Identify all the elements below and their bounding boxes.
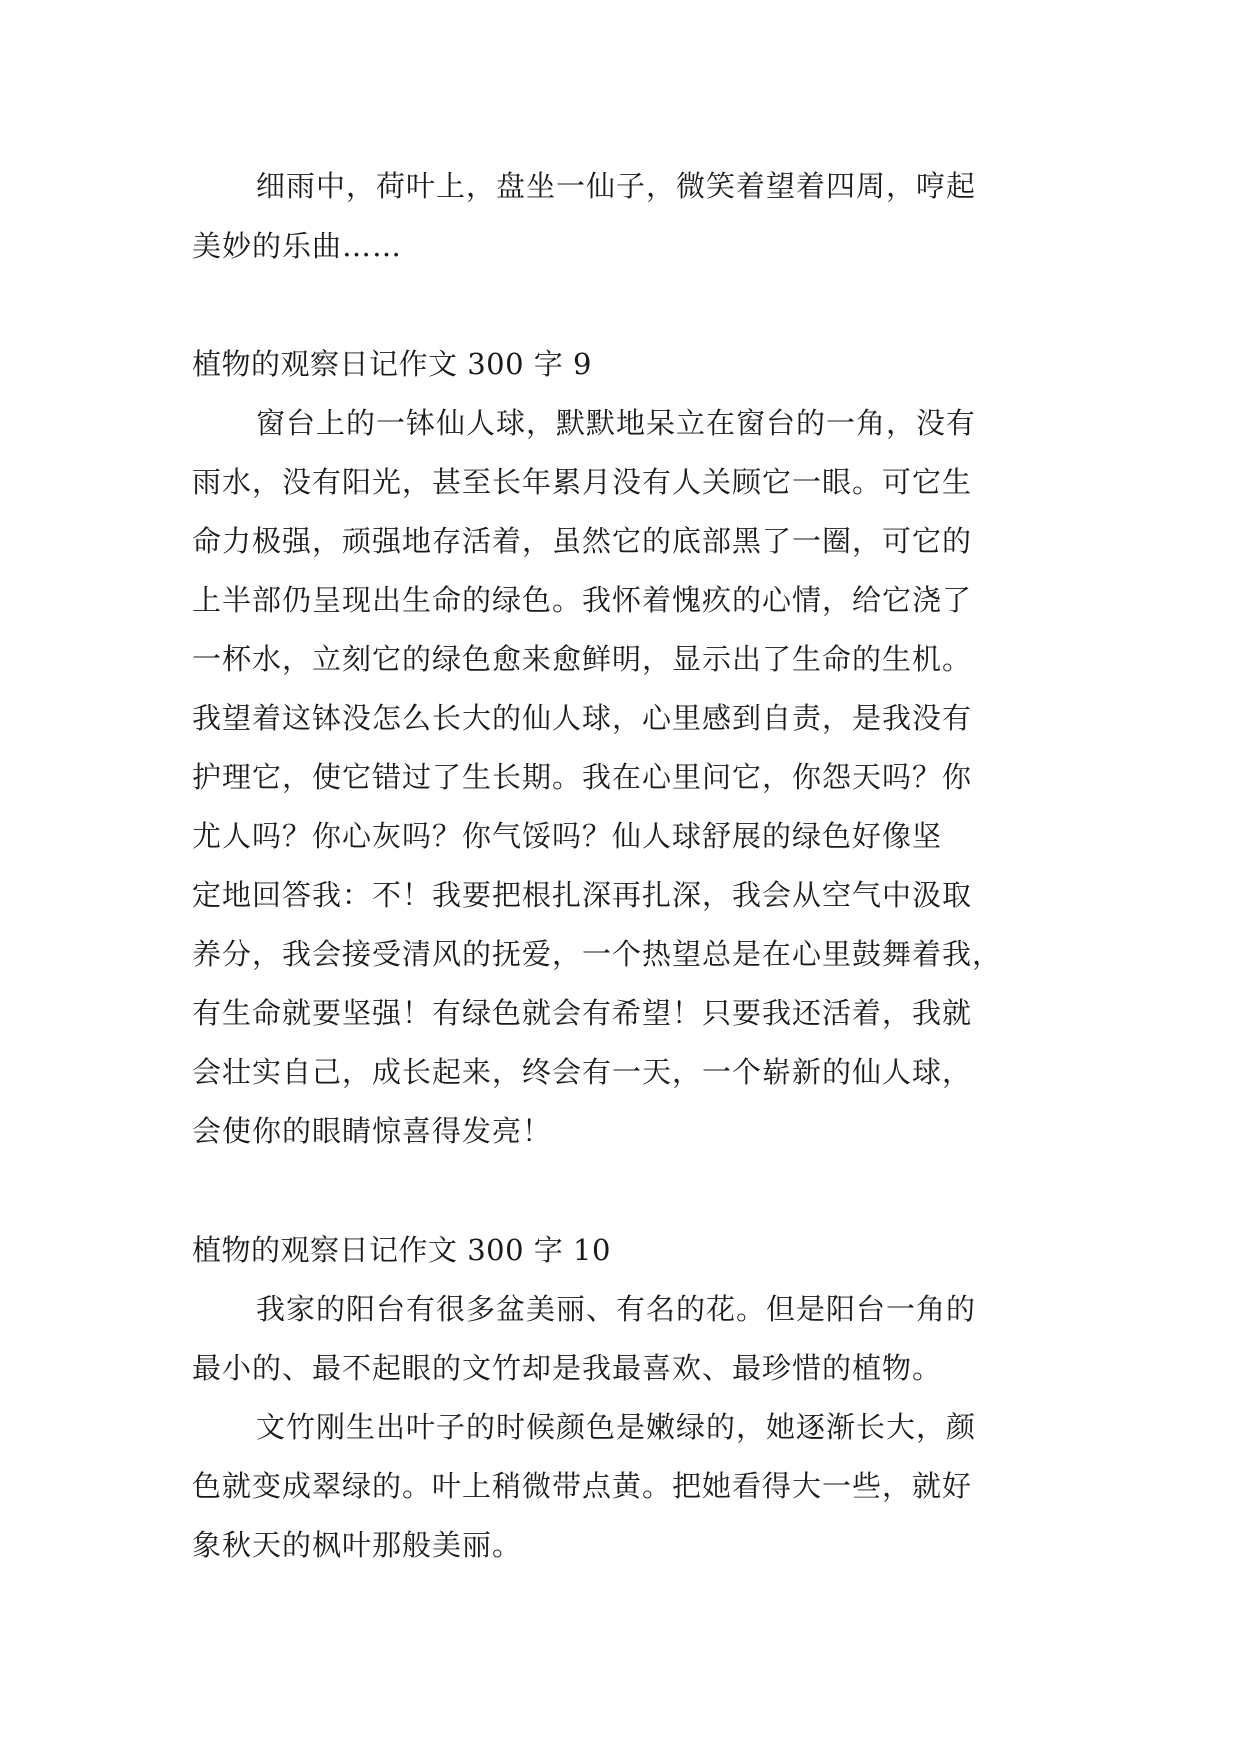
section-9-line-2: 雨水，没有阳光，甚至长年累月没有人关顾它一眼。可它生 (192, 465, 973, 499)
section-9-line-1: 窗台上的一钵仙人球，默默地呆立在窗台的一角，没有 (256, 406, 977, 440)
section-9-line-8: 尤人吗？你心灰吗？你气馁吗？仙人球舒展的绿色好像坚 (192, 819, 943, 853)
section-9-line-12: 会壮实自己，成长起来，终会有一天，一个崭新的仙人球， (192, 1055, 973, 1089)
intro-line-1: 细雨中，荷叶上，盘坐一仙子，微笑着望着四周，哼起 (256, 169, 977, 203)
section-9-line-7: 护理它，使它错过了生长期。我在心里问它，你怨天吗？你 (192, 760, 973, 794)
section-9-line-3: 命力极强，顽强地存活着，虽然它的底部黑了一圈，可它的 (192, 524, 973, 558)
section-10-title: 植物的观察日记作文 300 字 10 (192, 1233, 611, 1267)
section-10-line-3: 文竹刚生出叶子的时候颜色是嫩绿的，她逐渐长大，颜 (256, 1410, 977, 1444)
section-9-line-5: 一杯水，立刻它的绿色愈来愈鲜明，显示出了生命的生机。 (192, 642, 973, 676)
intro-line-2: 美妙的乐曲…… (192, 229, 403, 263)
section-9-line-9: 定地回答我：不！我要把根扎深再扎深，我会从空气中汲取 (192, 878, 973, 912)
section-9-title: 植物的观察日记作文 300 字 9 (192, 347, 592, 381)
section-10-line-4: 色就变成翠绿的。叶上稍微带点黄。把她看得大一些，就好 (192, 1469, 973, 1503)
section-9-line-11: 有生命就要坚强！有绿色就会有希望！只要我还活着，我就 (192, 996, 973, 1030)
section-10-line-5: 象秋天的枫叶那般美丽。 (192, 1528, 523, 1562)
section-10-line-1: 我家的阳台有很多盆美丽、有名的花。但是阳台一角的 (256, 1292, 977, 1326)
section-9-line-10: 养分，我会接受清风的抚爱，一个热望总是在心里鼓舞着我， (192, 937, 1003, 971)
section-10-line-2: 最小的、最不起眼的文竹却是我最喜欢、最珍惜的植物。 (192, 1351, 943, 1385)
section-9-line-4: 上半部仍呈现出生命的绿色。我怀着愧疚的心情，给它浇了 (192, 583, 973, 617)
section-9-line-6: 我望着这钵没怎么长大的仙人球，心里感到自责，是我没有 (192, 701, 973, 735)
section-9-line-13: 会使你的眼睛惊喜得发亮！ (192, 1114, 553, 1148)
